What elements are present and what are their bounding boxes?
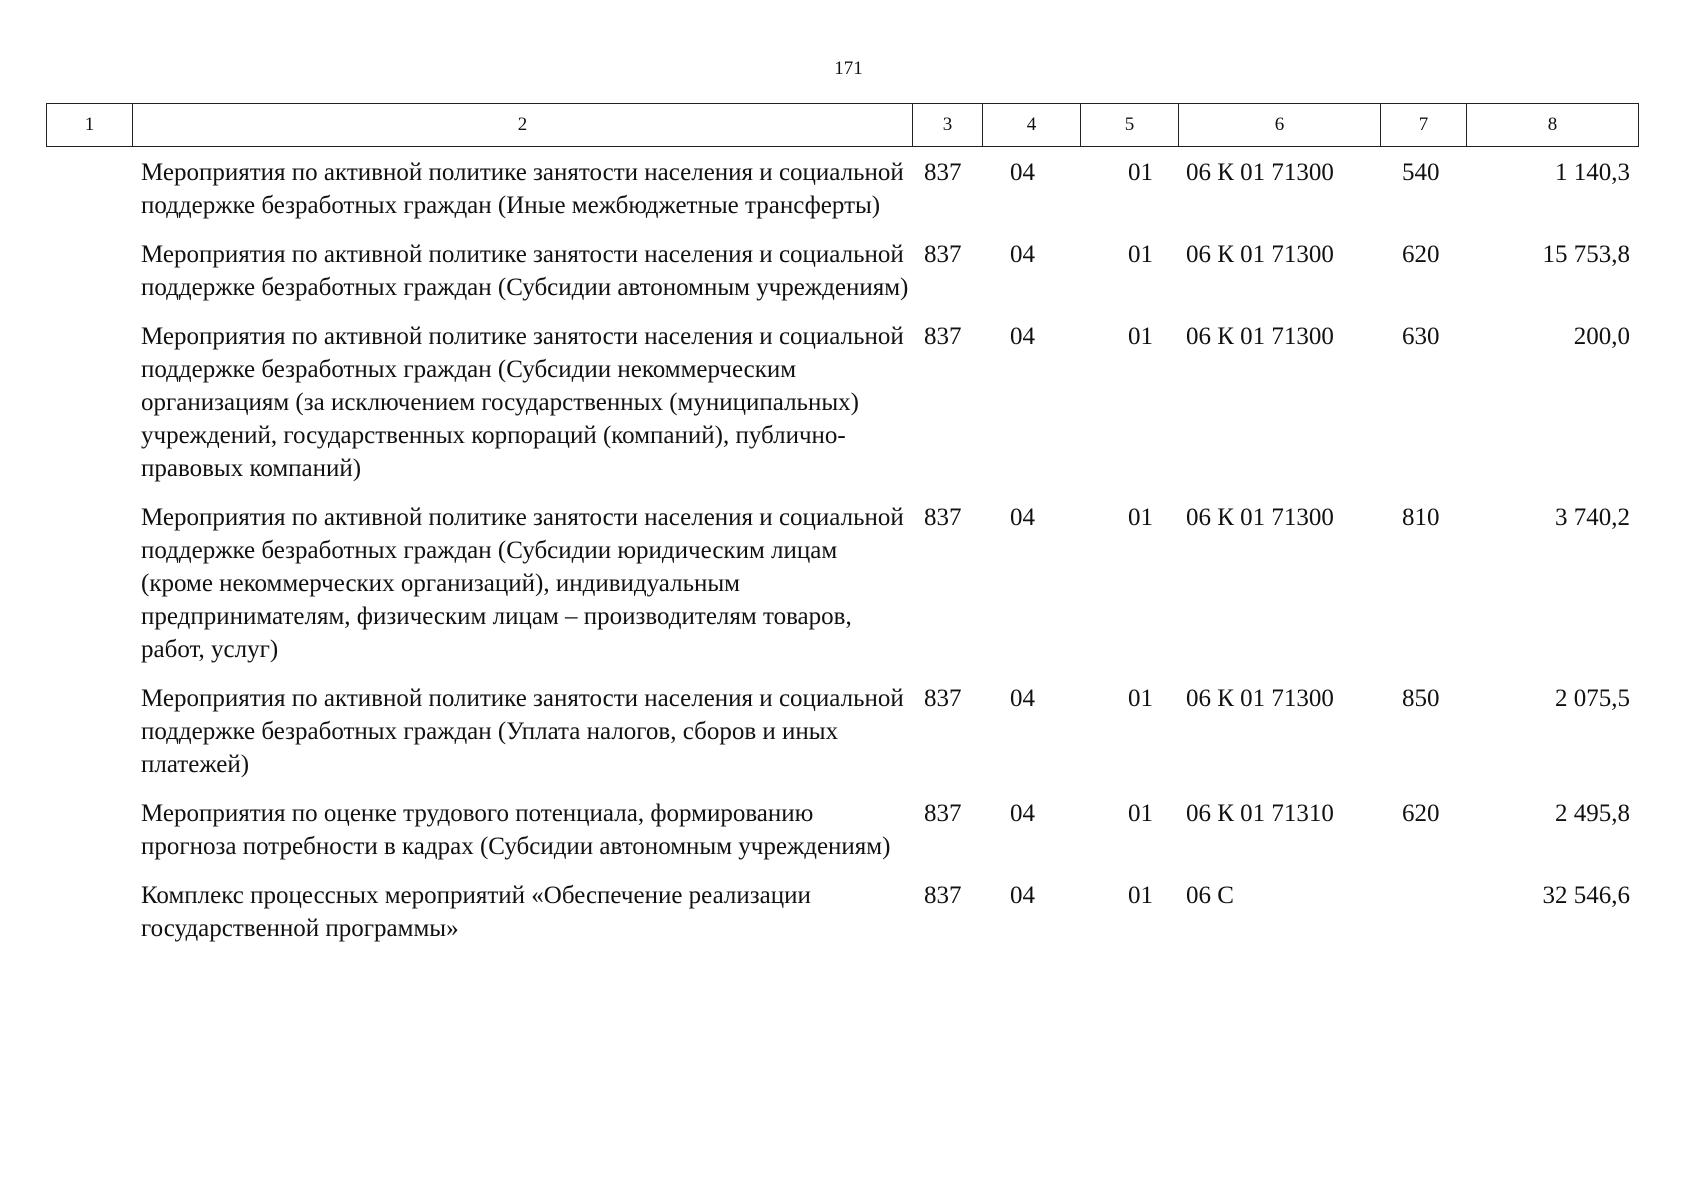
cell-amount: 1 140,3 xyxy=(1555,159,1630,186)
header-cell-1: 1 xyxy=(47,104,133,147)
cell-expense-type: 850 xyxy=(1402,685,1440,712)
cell-expense-type: 620 xyxy=(1402,800,1440,827)
cell-section: 04 xyxy=(1010,685,1035,712)
cell-description: Комплекс процессных мероприятий «Обеспечение реализации государственной программы» xyxy=(141,882,811,942)
cell-target-article: 06 К 01 71300 xyxy=(1186,504,1334,531)
header-cell-8: 8 xyxy=(1467,104,1639,147)
page-number: 171 xyxy=(834,58,863,79)
table-row xyxy=(46,238,1638,304)
table-row xyxy=(46,320,1638,485)
cell-ministry-code: 837 xyxy=(924,323,962,350)
cell-section: 04 xyxy=(1010,504,1035,531)
cell-section: 04 xyxy=(1010,882,1035,909)
cell-description: Мероприятия по активной политике занятости населения и социальной поддержке безработных граждан (Иные межбюджетные трансферты) xyxy=(141,159,904,219)
table-row xyxy=(46,797,1638,863)
cell-ministry-code: 837 xyxy=(924,241,962,268)
cell-ministry-code: 837 xyxy=(924,800,962,827)
cell-ministry-code: 837 xyxy=(924,685,962,712)
cell-expense-type: 630 xyxy=(1402,323,1440,350)
cell-section: 04 xyxy=(1010,323,1035,350)
cell-description: Мероприятия по активной политике занятости населения и социальной поддержке безработных граждан (Уплата налогов, сборов и иных платежей) xyxy=(141,685,904,778)
cell-subsection: 01 xyxy=(1128,882,1153,909)
table-row xyxy=(46,501,1638,666)
cell-subsection: 01 xyxy=(1128,241,1153,268)
header-cell-4: 4 xyxy=(983,104,1081,147)
cell-target-article: 06 С xyxy=(1186,882,1234,909)
header-row xyxy=(47,104,1639,147)
cell-expense-type: 620 xyxy=(1402,241,1440,268)
cell-amount: 32 546,6 xyxy=(1542,882,1630,909)
cell-amount: 200,0 xyxy=(1573,323,1630,350)
cell-description: Мероприятия по оценке трудового потенциала, формированию прогноза потребности в кадрах (Субсидии автономным учреждениям) xyxy=(141,800,891,860)
cell-description: Мероприятия по активной политике занятости населения и социальной поддержке безработных граждан (Субсидии автономным учреждениям) xyxy=(141,241,909,301)
cell-amount: 2 495,8 xyxy=(1555,800,1630,827)
header-cell-7: 7 xyxy=(1381,104,1467,147)
table-row xyxy=(46,879,1638,945)
cell-target-article: 06 К 01 71300 xyxy=(1186,685,1334,712)
header-cell-6: 6 xyxy=(1179,104,1381,147)
cell-description: Мероприятия по активной политике занятости населения и социальной поддержке безработных граждан (Субсидии юридическим лицам (кроме некоммерческих организаций), индивидуальным предпринимателям, физическим лицам – производителям товаров, работ, услуг) xyxy=(141,504,904,663)
cell-subsection: 01 xyxy=(1128,504,1153,531)
column-header-table xyxy=(46,103,1639,147)
table-body xyxy=(46,156,1638,961)
cell-section: 04 xyxy=(1010,800,1035,827)
cell-expense-type: 540 xyxy=(1402,159,1440,186)
header-cell-5: 5 xyxy=(1081,104,1179,147)
cell-subsection: 01 xyxy=(1128,323,1153,350)
cell-subsection: 01 xyxy=(1128,159,1153,186)
cell-target-article: 06 К 01 71300 xyxy=(1186,159,1334,186)
header-cell-2: 2 xyxy=(133,104,913,147)
cell-amount: 3 740,2 xyxy=(1555,504,1630,531)
cell-amount: 2 075,5 xyxy=(1555,685,1630,712)
table-row xyxy=(46,156,1638,222)
cell-amount: 15 753,8 xyxy=(1542,241,1630,268)
cell-description: Мероприятия по активной политике занятости населения и социальной поддержке безработных граждан (Субсидии некоммерческим организациям (за исключением государственных (муниципальных) учреждений, государственных корпораций (компаний), публично-правовых компаний) xyxy=(141,323,904,482)
cell-subsection: 01 xyxy=(1128,685,1153,712)
table-row xyxy=(46,682,1638,781)
cell-section: 04 xyxy=(1010,241,1035,268)
header-cell-3: 3 xyxy=(913,104,983,147)
cell-ministry-code: 837 xyxy=(924,882,962,909)
cell-section: 04 xyxy=(1010,159,1035,186)
cell-target-article: 06 К 01 71300 xyxy=(1186,241,1334,268)
cell-target-article: 06 К 01 71310 xyxy=(1186,800,1334,827)
cell-ministry-code: 837 xyxy=(924,159,962,186)
cell-expense-type: 810 xyxy=(1402,504,1440,531)
cell-target-article: 06 К 01 71300 xyxy=(1186,323,1334,350)
cell-subsection: 01 xyxy=(1128,800,1153,827)
cell-ministry-code: 837 xyxy=(924,504,962,531)
